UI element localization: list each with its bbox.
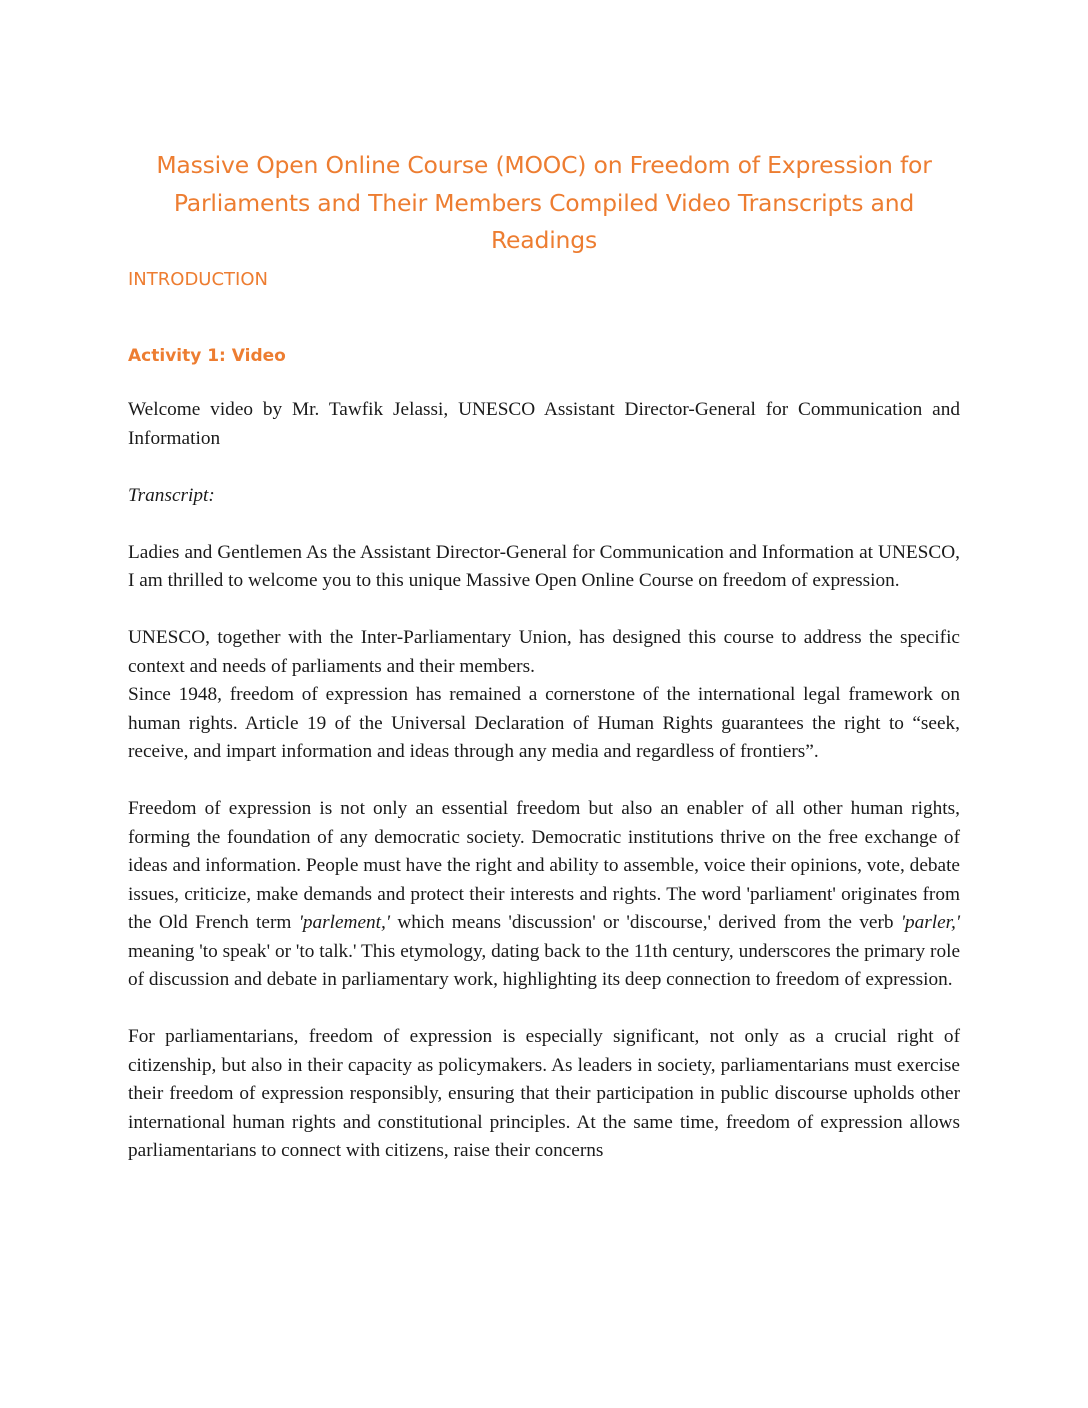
activity-heading: Activity 1: Video xyxy=(128,346,286,366)
paragraph: Since 1948, freedom of expression has remained a cornerstone of the international legal framework on human rights. Article 19 of the Universal Declaration of Human Rights guarantees the right to “seek, receive, and impart information and ideas through any media and regardless of frontiers”. xyxy=(128,684,960,762)
document-body xyxy=(128,396,960,1194)
transcript-label: Transcript: xyxy=(128,484,215,506)
document-title: Massive Open Online Course (MOOC) on Freedom of Expression for Parliaments and Their Members Compiled Video Transcripts and Readings xyxy=(156,151,932,254)
paragraph-text: which means 'discussion' or 'discourse,' derived from the verb xyxy=(389,912,901,933)
paragraph-text: meaning 'to speak' or 'to talk.' This etymology, dating back to the 11th century, underscores the primary role of discussion and debate in parliamentary work, highlighting its deep connection to freedom of expression. xyxy=(128,940,960,990)
paragraph-text: Freedom of expression is not only an essential freedom but also an enabler of all other human rights, forming the foundation of any democratic society. Democratic institutions thrive on the free exchange of ideas and information. People must have the right and ability to assemble, voice their opinions, vote, debate issues, criticize, make demands and protect their interests and rights. The word 'parliament' originates from the Old French term xyxy=(128,798,960,933)
paragraph xyxy=(128,795,960,995)
french-term-parlement: 'parlement,' xyxy=(298,912,390,933)
section-heading: INTRODUCTION xyxy=(128,269,268,290)
video-description: Welcome video by Mr. Tawfik Jelassi, UNESCO Assistant Director-General for Communication and Information xyxy=(128,399,960,449)
paragraph: UNESCO, together with the Inter-Parliamentary Union, has designed this course to address the specific context and needs of parliaments and their members. xyxy=(128,627,960,677)
paragraph: Ladies and Gentlemen As the Assistant Director-General for Communication and Information at UNESCO, I am thrilled to welcome you to this unique Massive Open Online Course on freedom of expression. xyxy=(128,541,960,591)
paragraph: For parliamentarians, freedom of expression is especially significant, not only as a crucial right of citizenship, but also in their capacity as policymakers. As leaders in society, parliamentarians must exercise their freedom of expression responsibly, ensuring that their participation in public discourse upholds other international human rights and constitutional principles. At the same time, freedom of expression allows parliamentarians to connect with citizens, raise their concerns xyxy=(128,1026,960,1161)
french-term-parler: 'parler,' xyxy=(900,912,960,933)
